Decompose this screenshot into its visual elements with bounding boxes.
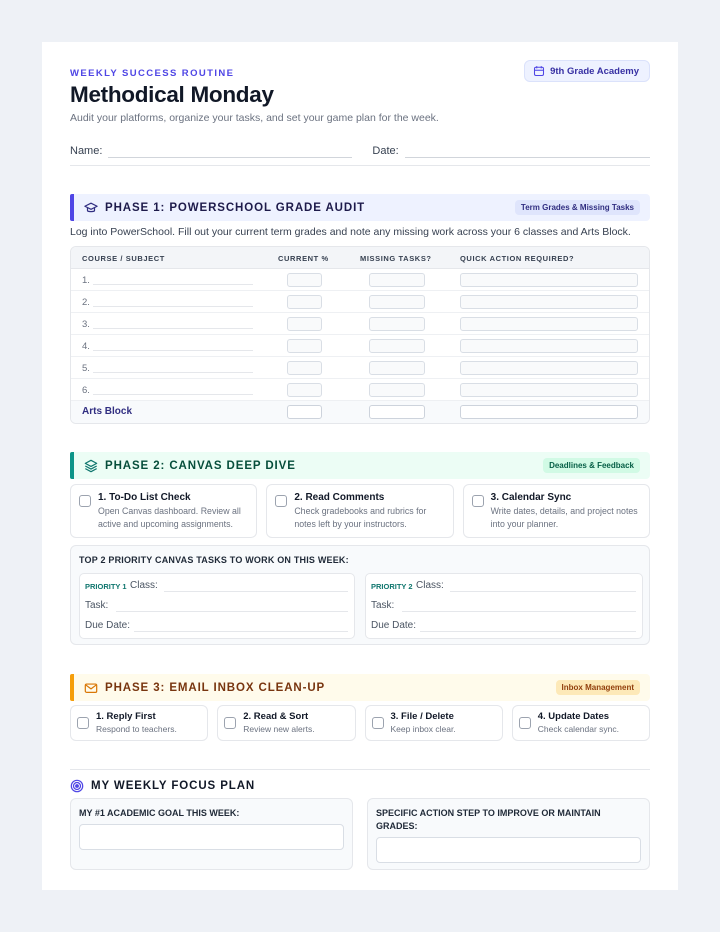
quick-action-input[interactable] (460, 361, 638, 375)
checkbox[interactable] (275, 495, 287, 507)
action-step-card (367, 798, 650, 870)
table-row (71, 291, 649, 313)
target-icon (70, 779, 84, 793)
checklist-item-dates (512, 705, 650, 741)
class-label: Class: (416, 580, 444, 591)
layers-icon (84, 459, 98, 473)
grade-audit-table (70, 246, 650, 424)
grade-badge (524, 60, 650, 82)
focus-title: MY WEEKLY FOCUS PLAN (91, 780, 256, 792)
due-date-label: Due Date: (371, 620, 417, 631)
col-current: CURRENT % (278, 254, 329, 263)
mail-icon (84, 681, 98, 695)
course-input[interactable] (93, 284, 253, 285)
table-row (71, 313, 649, 335)
col-action: QUICK ACTION REQUIRED? (460, 254, 575, 263)
checkbox[interactable] (77, 717, 89, 729)
course-input[interactable] (93, 306, 253, 307)
current-percent-input[interactable] (287, 295, 322, 309)
task-label: Task: (371, 600, 395, 611)
checklist-item-file (365, 705, 503, 741)
course-input[interactable] (93, 394, 253, 395)
focus-plan-header (70, 778, 255, 794)
check-title: 1. To-Do List Check (98, 492, 191, 503)
priority-label: PRIORITY 1 (85, 582, 127, 591)
priority-card-2 (365, 573, 643, 639)
missing-tasks-input[interactable] (369, 339, 425, 353)
table-row (71, 379, 649, 401)
calendar-icon (533, 65, 545, 77)
date-label: Date: (372, 145, 399, 157)
focus-divider (70, 769, 650, 770)
worksheet-page (42, 42, 678, 890)
phase2-accent-bar (70, 452, 74, 479)
row-number: 6. (82, 385, 90, 396)
checklist-item-comments (266, 484, 453, 538)
phase3-header (70, 674, 650, 701)
col-course: COURSE / SUBJECT (82, 254, 165, 263)
task-field[interactable] (116, 611, 348, 612)
check-desc: Check gradebooks and rubrics for notes left by your instructors. (294, 506, 427, 529)
checklist-item-todo (70, 484, 257, 538)
checkbox[interactable] (519, 717, 531, 729)
check-desc: Check calendar sync. (537, 724, 620, 734)
check-desc: Write dates, details, and project notes into your planner. (490, 506, 638, 529)
due-date-label: Due Date: (85, 620, 131, 631)
col-missing: MISSING TASKS? (360, 254, 432, 263)
checkbox[interactable] (472, 495, 484, 507)
current-percent-input[interactable] (287, 339, 322, 353)
check-title: 2. Read & Sort (243, 711, 309, 722)
due-date-field[interactable] (420, 631, 636, 632)
missing-tasks-input[interactable] (369, 295, 425, 309)
phase3-tag: Inbox Management (556, 680, 640, 695)
check-desc: Keep inbox clear. (390, 724, 456, 734)
course-input[interactable] (93, 372, 253, 373)
page-subtitle: Audit your platforms, organize your tasks, and set your game plan for the week. (70, 112, 439, 124)
missing-tasks-input[interactable] (369, 405, 425, 419)
check-desc: Respond to teachers. (96, 724, 177, 734)
table-row (71, 357, 649, 379)
priority-label: PRIORITY 2 (371, 582, 413, 591)
checkbox[interactable] (372, 717, 384, 729)
header-divider (70, 165, 650, 166)
row-number: 1. (82, 275, 90, 286)
table-row (71, 269, 649, 291)
class-label: Class: (130, 580, 158, 591)
task-field[interactable] (402, 611, 636, 612)
quick-action-input[interactable] (460, 295, 638, 309)
table-row (71, 335, 649, 357)
course-input[interactable] (93, 328, 253, 329)
missing-tasks-input[interactable] (369, 361, 425, 375)
row-number: 3. (82, 319, 90, 330)
arts-block-label: Arts Block (82, 406, 133, 417)
canvas-checklist (70, 484, 650, 538)
class-field[interactable] (164, 591, 348, 592)
check-desc: Review new alerts. (243, 724, 315, 734)
check-title: 3. Calendar Sync (490, 492, 572, 503)
current-percent-input[interactable] (287, 383, 322, 397)
page-title: Methodical Monday (70, 82, 274, 107)
phase2-header (70, 452, 650, 479)
phase1-tag: Term Grades & Missing Tasks (515, 200, 640, 215)
check-title: 4. Update Dates (537, 711, 610, 722)
check-title: 3. File / Delete (390, 711, 454, 722)
row-number: 5. (82, 363, 90, 374)
missing-tasks-input[interactable] (369, 273, 425, 287)
current-percent-input[interactable] (287, 317, 322, 331)
missing-tasks-input[interactable] (369, 317, 425, 331)
check-title: 1. Reply First (96, 711, 156, 722)
phase1-title: PHASE 1: POWERSCHOOL GRADE AUDIT (105, 201, 366, 214)
quick-action-input[interactable] (460, 383, 638, 397)
table-header (71, 247, 649, 269)
goal-label: MY #1 ACADEMIC GOAL THIS WEEK: (79, 808, 240, 818)
phase1-accent-bar (70, 194, 74, 221)
checklist-item-reply (70, 705, 208, 741)
phase3-accent-bar (70, 674, 74, 701)
class-field[interactable] (450, 591, 636, 592)
task-label: Task: (85, 600, 109, 611)
quick-action-input[interactable] (460, 317, 638, 331)
priority-tasks-panel (70, 545, 650, 645)
checklist-item-sort (217, 705, 355, 741)
name-field[interactable] (108, 144, 352, 158)
missing-tasks-input[interactable] (369, 383, 425, 397)
phase1-header (70, 194, 650, 221)
eyebrow: WEEKLY SUCCESS ROUTINE (70, 68, 235, 79)
phase2-tag: Deadlines & Feedback (543, 458, 640, 473)
date-field[interactable] (405, 144, 650, 158)
phase1-intro: Log into PowerSchool. Fill out your current term grades and note any missing work across your 6 classes and Arts Block. (70, 226, 631, 238)
goal-input[interactable] (79, 824, 344, 850)
action-step-label: SPECIFIC ACTION STEP TO IMPROVE OR MAINTAIN GRADES: (376, 808, 601, 831)
row-number: 4. (82, 341, 90, 352)
checklist-item-calendar (463, 484, 650, 538)
check-title: 2. Read Comments (294, 492, 385, 503)
current-percent-input[interactable] (287, 273, 322, 287)
badge-label: 9th Grade Academy (550, 65, 639, 77)
current-percent-input[interactable] (287, 405, 322, 419)
checkbox[interactable] (79, 495, 91, 507)
action-step-input[interactable] (376, 837, 641, 863)
quick-action-input[interactable] (460, 405, 638, 419)
quick-action-input[interactable] (460, 339, 638, 353)
course-input[interactable] (93, 350, 253, 351)
checkbox[interactable] (224, 717, 236, 729)
priority-card-1 (79, 573, 355, 639)
name-label: Name: (70, 145, 103, 157)
goal-card (70, 798, 353, 870)
current-percent-input[interactable] (287, 361, 322, 375)
phase3-title: PHASE 3: EMAIL INBOX CLEAN-UP (105, 681, 326, 694)
check-desc: Open Canvas dashboard. Review all active and upcoming assignments. (98, 506, 241, 529)
quick-action-input[interactable] (460, 273, 638, 287)
due-date-field[interactable] (134, 631, 348, 632)
row-number: 2. (82, 297, 90, 308)
email-checklist (70, 705, 650, 741)
name-date-row (70, 138, 650, 158)
priority-title: TOP 2 PRIORITY CANVAS TASKS TO WORK ON THIS WEEK: (79, 555, 349, 565)
table-row-arts-block (71, 401, 649, 423)
graduation-cap-icon (84, 201, 98, 215)
phase2-title: PHASE 2: CANVAS DEEP DIVE (105, 459, 296, 472)
